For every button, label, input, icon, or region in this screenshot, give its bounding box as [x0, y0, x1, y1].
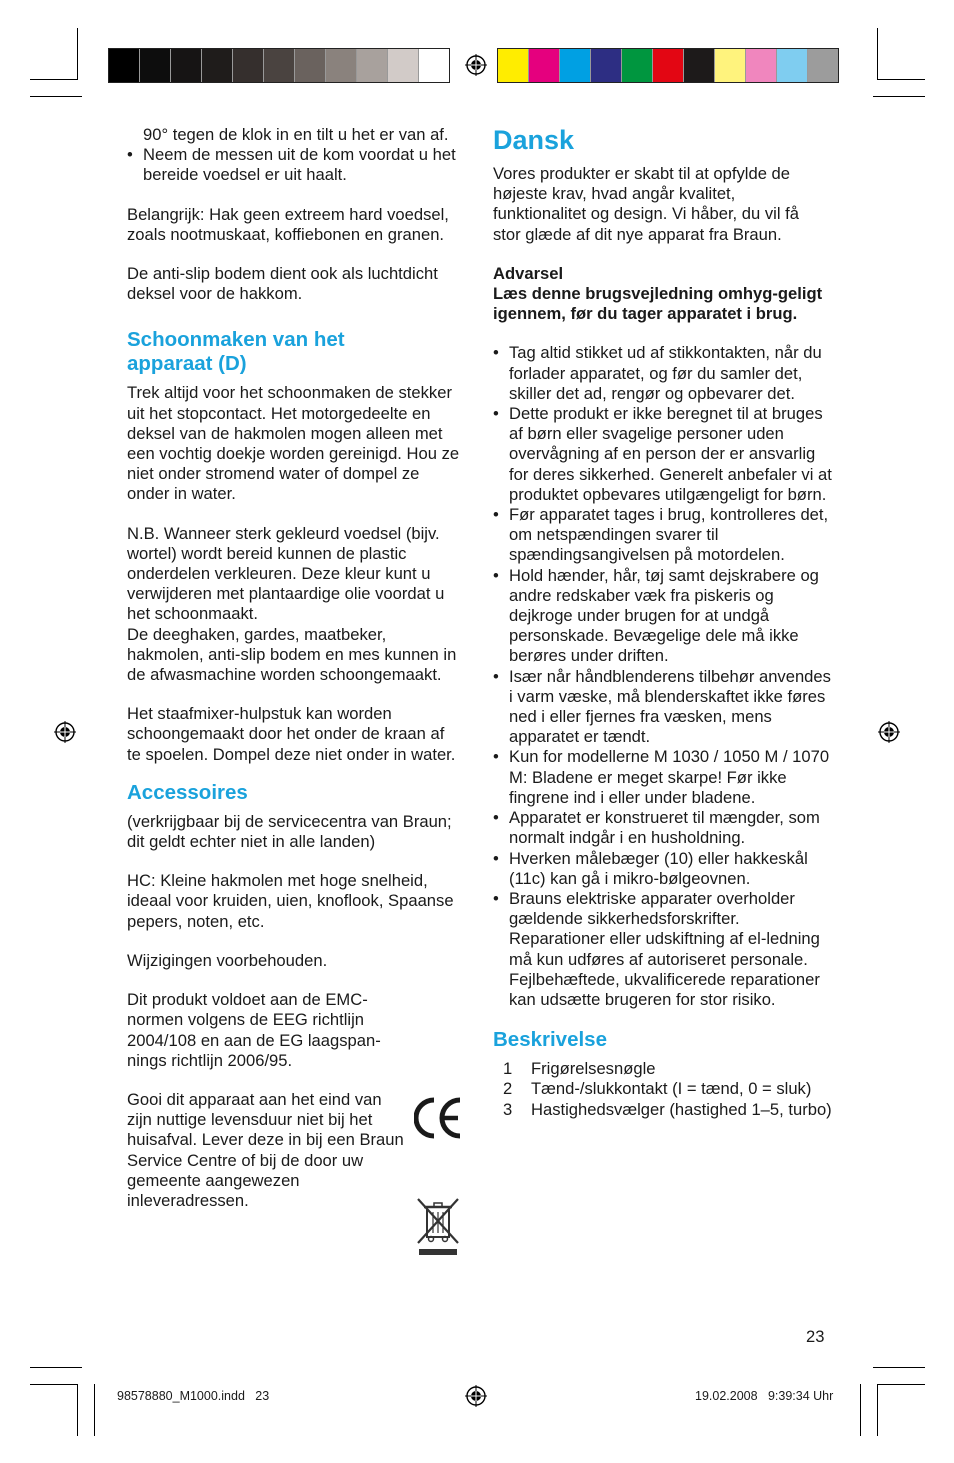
intro-paragraph: Vores produkter er skabt til at opfylde de højeste krav, hvad angår kvalitet, funktionalitet og design. Vi håber, du vil få stor glæde af dit nye apparat fra Braun. [493, 164, 799, 244]
description-item [493, 1100, 833, 1120]
bullet-remove-knives: • Neem de messen uit de kom voordat u het bereide voedsel er uit haalt. [127, 145, 462, 185]
description-item-number: 3 [503, 1099, 513, 1119]
color-swatch [326, 49, 357, 82]
page-title: Dansk [493, 125, 575, 155]
description-item-number: 2 [503, 1079, 513, 1099]
registration-mark-icon [54, 721, 76, 743]
crop-mark [94, 1384, 95, 1436]
color-swatch [684, 49, 715, 82]
crop-mark [860, 1384, 861, 1436]
color-swatch [419, 49, 449, 82]
cleaning-paragraph-3: Het staafmixer-hulpstuk kan worden schoongemaakt door het onder de kraan af te spoelen. Dompel deze niet onder in water. [127, 704, 456, 764]
color-swatch [622, 49, 653, 82]
color-swatch [529, 49, 560, 82]
crop-mark [877, 79, 925, 80]
safety-bullet-list [493, 343, 833, 1010]
color-swatch [171, 49, 202, 82]
description-heading: Beskrivelse [493, 1028, 607, 1052]
crop-mark [877, 28, 878, 80]
color-swatch [357, 49, 388, 82]
warning-text: Læs denne brugsvejledning omhyg-geligt igennem, før du tager apparatet i brug. [493, 284, 823, 324]
color-swatch [295, 49, 326, 82]
color-swatch [560, 49, 591, 82]
crop-mark [77, 1384, 78, 1436]
safety-bullet-item: • Dette produkt er ikke beregnet til at bruges af børn eller svagelige personer uden overvågning af en person der er ansvarlig for deres sikkerhed. Generelt anbefaler vi at produktet opbevares utilgængeligt for børn. [493, 404, 833, 505]
color-swatch [202, 49, 233, 82]
cleaning-paragraph-1: Trek altijd voor het schoonmaken de stekker uit het stopcontact. Het motorgedeelte en deksel van de hakmolen mogen alleen met een vochtig doekje worden gereinigd. Hou ze niet onder stromend water of dompel ze onder in water. [127, 383, 460, 504]
color-swatch [233, 49, 264, 82]
footer-timestamp: 19.02.2008 9:39:34 Uhr [695, 1389, 834, 1403]
safety-bullet-item: • Apparatet er konstrueret til mængder, som normalt indgår i en husholdning. [493, 808, 833, 848]
description-item-number: 1 [503, 1059, 513, 1079]
safety-bullet-item: • Hverken målebæger (10) eller hakkeskål (11c) kan gå i mikro-bølgeovnen. [493, 849, 833, 889]
registration-mark-icon [465, 54, 487, 76]
color-swatch [808, 49, 838, 82]
description-item-text: Hastighedsvælger (hastighed 1–5, turbo) [531, 1099, 832, 1119]
cleaning-paragraph-2b: De deeghaken, gardes, maatbeker, hakmolen, anti-slip bodem en mes kunnen in de afwasmachine worden schoongemaakt. [127, 624, 457, 685]
accessories-heading: Accessoires [127, 780, 248, 804]
crop-mark [30, 96, 82, 97]
cleaning-heading: Schoonmaken van het apparaat (D) [127, 328, 345, 376]
color-swatch [746, 49, 777, 82]
color-swatch [264, 49, 295, 82]
color-swatch [715, 49, 746, 82]
color-swatch [140, 49, 171, 82]
safety-bullet-item: • Hold hænder, hår, tøj samt dejskrabere og andre redskaber væk fra piskeris og dejkroge under brugen for at undgå personskade. Bevægelige dele må ikke berøres under driften. [493, 566, 833, 667]
important-note: Belangrijk: Hak geen extreem hard voedsel, zoals nootmuskaat, koffiebonen en granen. [127, 204, 449, 244]
color-swatch [109, 49, 140, 82]
page-number: 23 [806, 1327, 825, 1346]
ce-mark-logo [414, 1097, 464, 1139]
weee-crossed-bin-icon [416, 1197, 460, 1259]
color-swatch [591, 49, 622, 82]
cleaning-paragraph-2a: N.B. Wanneer sterk gekleurd voedsel (bijv. wortel) wordt bereid kunnen de plastic onderdelen verkleuren. Deze kleur kunt u verwijderen met plantaardige olie voordat u het schoonmaakt. [127, 523, 445, 624]
crop-mark [30, 79, 78, 80]
description-item-text: Frigørelsesnøgle [531, 1059, 656, 1079]
crop-mark [877, 1384, 925, 1385]
warning-label: Advarsel [493, 263, 564, 283]
footer-file-name: 98578880_M1000.indd 23 [117, 1389, 270, 1403]
registration-mark-icon [465, 1385, 487, 1407]
registration-mark-icon [878, 721, 900, 743]
safety-bullet-item: • Tag altid stikket ud af stikkontakten, når du forlader apparatet, og før du samler det, skiller det ad, rengør og opbevarer det. [493, 343, 833, 404]
intro-continuation: 90° tegen de klok in en tilt u het er van af. [143, 125, 449, 144]
safety-bullet-item: • Kun for modellerne M 1030 / 1050 M / 1070 M: Bladene er meget skarpe! Før ikke fingrene ind i eller under bladene. [493, 747, 833, 808]
crop-mark [77, 28, 78, 80]
left-column [127, 125, 462, 1211]
crop-mark [30, 1367, 82, 1368]
description-item-text: Tænd-/slukkontakt (I = tænd, 0 = sluk) [531, 1079, 812, 1099]
changes-note: Wijzigingen voorbehouden. [127, 950, 328, 970]
safety-bullet-item: • Især når håndblenderens tilbehør anvendes i varm væske, må blenderskaftet ikke føres ned i eller fjernes fra væsken, mens apparatet er tændt. [493, 667, 833, 748]
safety-bullet-item: • Før apparatet tages i brug, kontrolleres det, om netspændingen svarer til spændingsangivelsen på motordelen. [493, 505, 833, 566]
description-item [493, 1059, 833, 1079]
accessories-paragraph-2: HC: Kleine hakmolen met hoge snelheid, ideaal voor kruiden, uien, knoflook, Spaanse pepers, noten, etc. [127, 871, 454, 931]
crop-mark [877, 1384, 878, 1436]
anti-slip-note: De anti-slip bodem dient ook als luchtdicht deksel voor de hakkom. [127, 264, 438, 304]
accessories-paragraph-1: (verkrijgbaar bij de servicecentra van Braun; dit geldt echter niet in alle landen) [127, 811, 452, 852]
crop-mark [873, 1367, 925, 1368]
color-swatch [498, 49, 529, 82]
disposal-note: Gooi dit apparaat aan het eind van zijn nuttige levensduur niet bij het huisafval. Lever deze in bij een Braun Service Centre of bij de door uw gemeente aangewezen inleveradressen. [127, 1089, 404, 1210]
safety-bullet-item: • Brauns elektriske apparater overholder gældende sikkerhedsforskrifter. Reparationer eller udskiftning af el-ledning må kun udføres af autoriseret personale. Fejlbehæftede, ukvalificerede reparationer kan udsætte brugeren for stor risiko. [493, 889, 833, 1010]
color-calibration-bar [497, 48, 839, 83]
color-swatch [653, 49, 684, 82]
description-item [493, 1079, 833, 1099]
crop-mark [30, 1384, 78, 1385]
color-swatch [388, 49, 419, 82]
emc-note: Dit produkt voldoet aan de EMC-normen volgens de EEG richtlijn 2004/108 en aan de EG laagspan-nings richtlijn 2006/95. [127, 990, 381, 1070]
gray-calibration-bar [108, 48, 450, 83]
crop-mark [873, 96, 925, 97]
right-column [493, 124, 833, 1120]
description-list [493, 1059, 833, 1120]
color-swatch [777, 49, 808, 82]
